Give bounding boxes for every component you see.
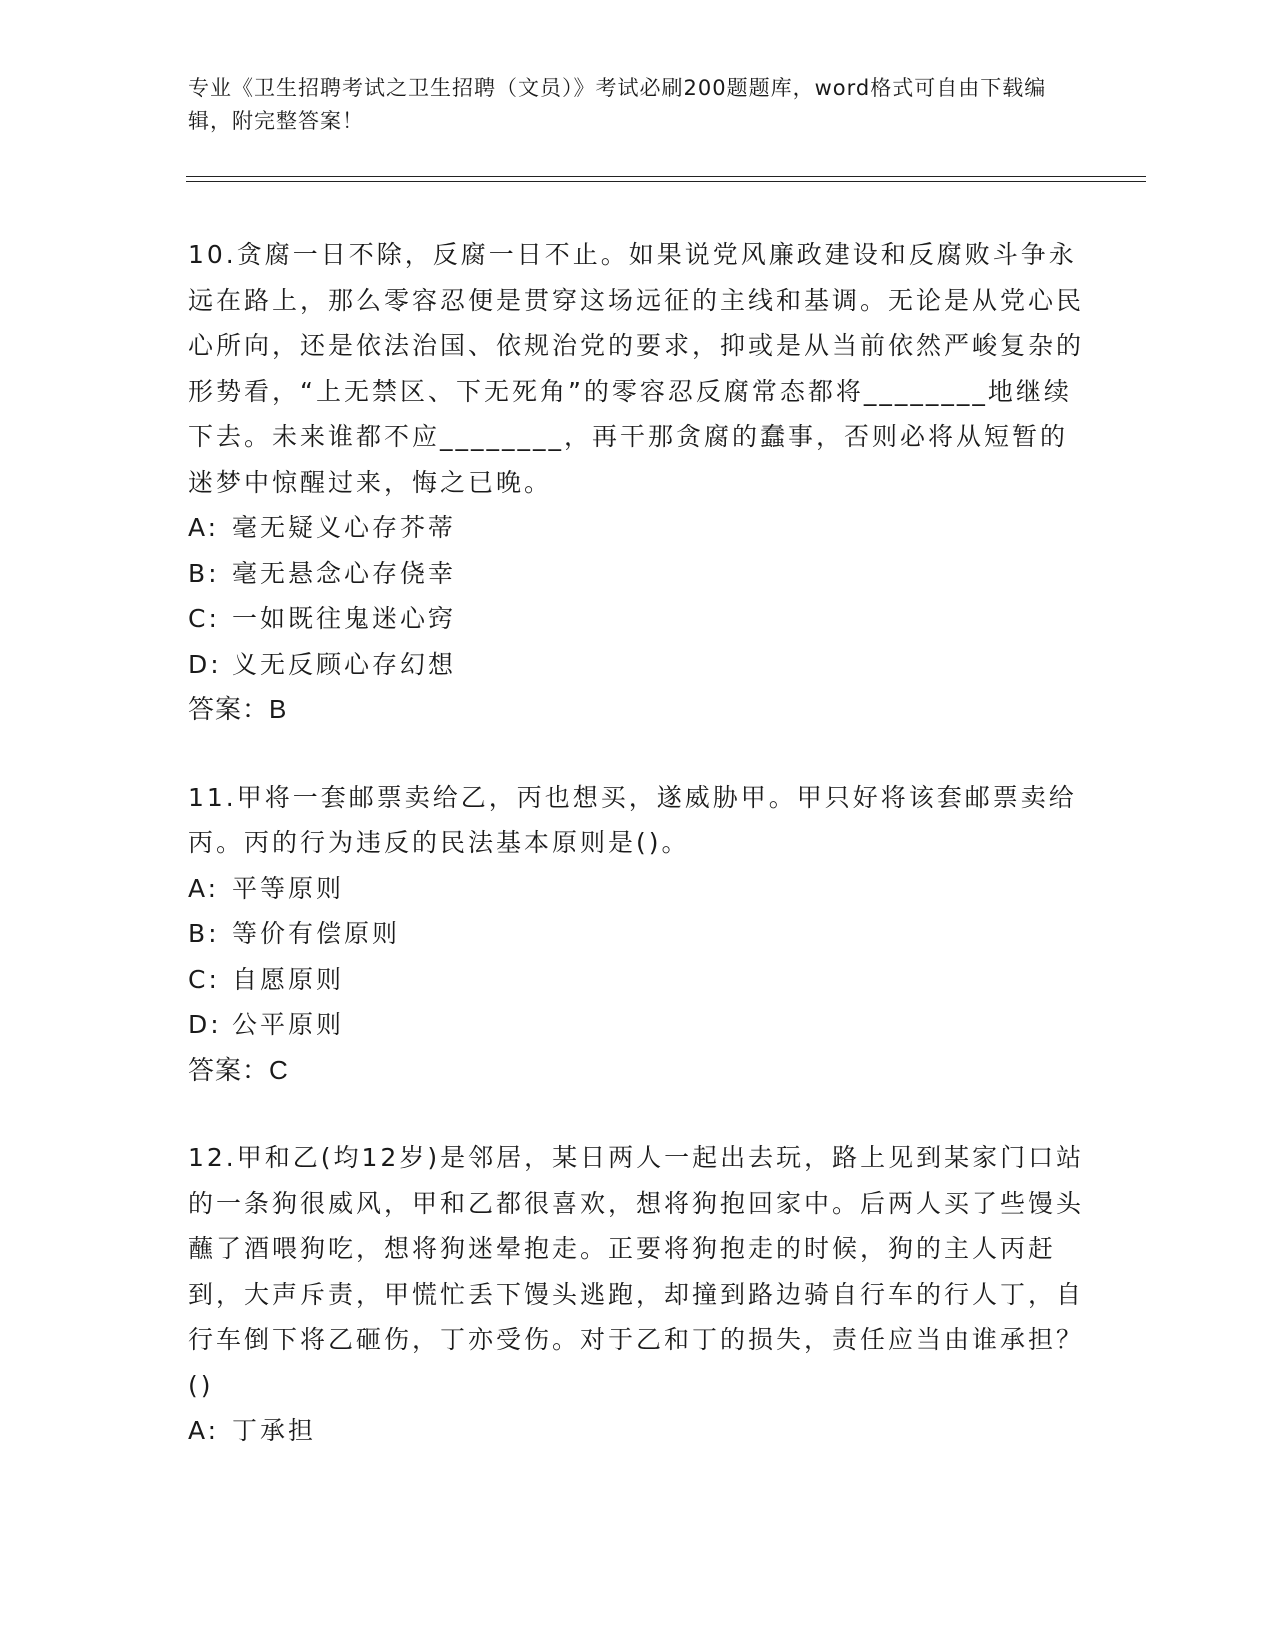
question-11 [188,775,1088,1094]
question-stem: 10.贪腐一日不除，反腐一日不止。如果说党风廉政建设和反腐败斗争永远在路上，那么零容忍便是贯穿这场远征的主线和基调。无论是从党心民心所向，还是依法治国、依规治党的要求，抑或是从当前依然严峻复杂的形势看，“上无禁区、下无死角”的零容忍反腐常态都将________地继续下去。未来谁都不应________，再干那贪腐的蠢事，否则必将从短暂的迷梦中惊醒过来，悔之已晚。 [188,240,1085,497]
question-12 [188,1135,1088,1454]
option-letter: A: [188,1416,220,1445]
option-text: 一如既往鬼迷心窍 [232,604,457,633]
answer-line: 答案：C [188,1054,289,1085]
option-b [188,551,1088,597]
option-text: 毫无疑义心存芥蒂 [232,513,457,542]
option-letter: C: [188,964,220,994]
option-letter: D: [188,649,222,679]
option-text: 公平原则 [232,1010,345,1039]
option-a [188,1408,1088,1454]
option-d [188,1002,1088,1048]
option-b [188,911,1088,957]
question-list [188,232,1088,1496]
option-text: 毫无悬念心存侥幸 [232,558,457,588]
option-letter: B: [188,558,220,588]
document-header: 专业《卫生招聘考试之卫生招聘（文员）》考试必刷200题题库，word格式可自由下载编辑，附完整答案！ [188,76,1047,133]
option-letter: C: [188,604,220,633]
option-letter: D: [188,1010,222,1039]
option-c [188,596,1088,642]
option-text: 平等原则 [232,873,345,903]
header-divider-bottom [186,181,1146,182]
option-d [188,642,1088,688]
option-letter: A: [188,873,220,903]
option-text: 丁承担 [232,1416,317,1445]
option-text: 等价有偿原则 [232,919,401,948]
question-stem: 12.甲和乙(均12岁)是邻居，某日两人一起出去玩，路上见到某家门口站的一条狗很威风，甲和乙都很喜欢，想将狗抱回家中。后两人买了些馒头蘸了酒喂狗吃，想将狗迷晕抱走。正要将狗抱走的时候，狗的主人丙赶到，大声斥责，甲慌忙丢下馒头逃跑，却撞到路边骑自行车的行人丁，自行车倒下将乙砸伤，丁亦受伤。对于乙和丁的损失，责任应当由谁承担？() [188,1143,1085,1400]
option-letter: B: [188,919,220,948]
header-divider-top [186,176,1146,177]
answer-line: 答案：B [188,694,288,724]
option-a [188,505,1088,551]
question-10 [188,232,1088,733]
option-a [188,866,1088,912]
option-letter: A: [188,513,220,542]
option-text: 自愿原则 [232,964,345,994]
option-c [188,957,1088,1003]
option-text: 义无反顾心存幻想 [232,649,457,679]
question-stem: 11.甲将一套邮票卖给乙，丙也想买，遂威胁甲。甲只好将该套邮票卖给丙。丙的行为违反的民法基本原则是()。 [188,782,1077,857]
